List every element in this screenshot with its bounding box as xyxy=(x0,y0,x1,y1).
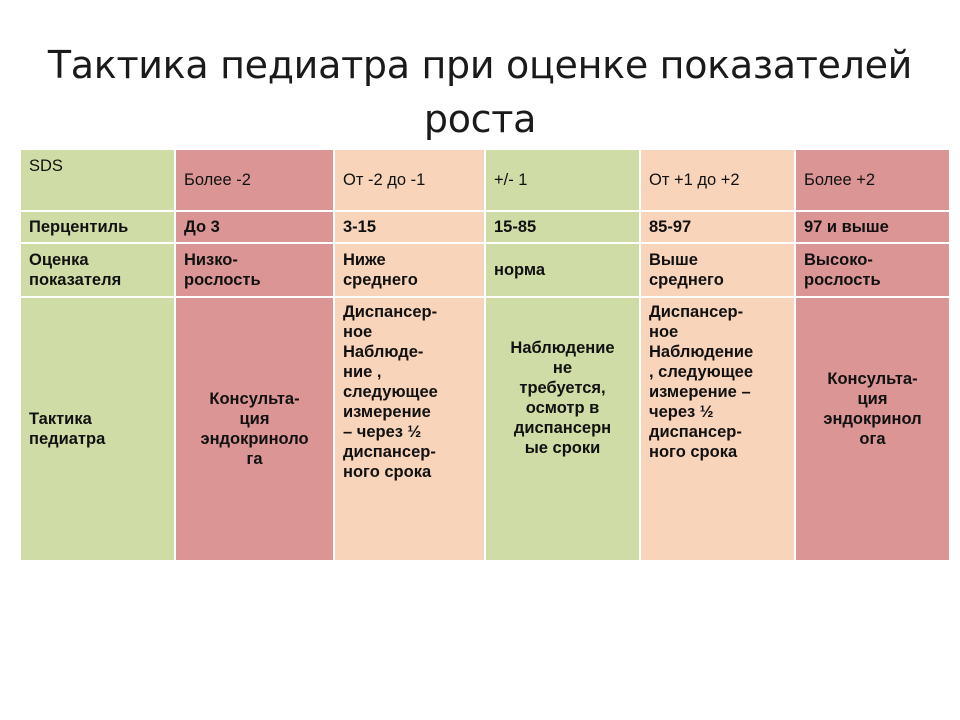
table-row-tactics xyxy=(20,297,950,561)
evaluation-cell-2: Ниже среднего xyxy=(334,243,485,297)
row-label-tactics: Тактика педиатра xyxy=(20,297,175,561)
sds-cell-1: Более -2 xyxy=(175,149,334,211)
tactics-cell-2: Диспансер- ное Наблюде- ние , следующее измерение – через ½ диспансер- ного срока xyxy=(334,297,485,561)
evaluation-cell-4: Выше среднего xyxy=(640,243,795,297)
sds-cell-5: Более +2 xyxy=(795,149,950,211)
sds-cell-2: От -2 до -1 xyxy=(334,149,485,211)
slide-title: Тактика педиатра при оценке показателей роста xyxy=(47,43,913,141)
tactics-cell-3: Наблюдение не требуется, осмотр в диспансерн ые сроки xyxy=(485,297,640,561)
percentile-cell-5: 97 и выше xyxy=(795,211,950,243)
percentile-cell-1: До 3 xyxy=(175,211,334,243)
row-label-sds: SDS xyxy=(20,149,175,211)
percentile-cell-3: 15-85 xyxy=(485,211,640,243)
evaluation-cell-1: Низко- рослость xyxy=(175,243,334,297)
tactics-cell-4: Диспансер- ное Наблюдение , следующее измерение – через ½ диспансер- ного срока xyxy=(640,297,795,561)
sds-cell-4: От +1 до +2 xyxy=(640,149,795,211)
percentile-cell-4: 85-97 xyxy=(640,211,795,243)
tactics-cell-1: Консульта- ция эндокриноло га xyxy=(175,297,334,561)
table-row-percentile xyxy=(20,211,950,243)
table-row-evaluation xyxy=(20,243,950,297)
tactics-cell-5: Консульта- ция эндокринол ога xyxy=(795,297,950,561)
row-label-evaluation: Оценка показателя xyxy=(20,243,175,297)
percentile-cell-2: 3-15 xyxy=(334,211,485,243)
table-row-sds xyxy=(20,149,950,211)
evaluation-cell-5: Высоко- рослость xyxy=(795,243,950,297)
growth-tactics-table xyxy=(19,148,951,562)
sds-cell-3: +/- 1 xyxy=(485,149,640,211)
row-label-percentile: Перцентиль xyxy=(20,211,175,243)
evaluation-cell-3: норма xyxy=(485,243,640,297)
